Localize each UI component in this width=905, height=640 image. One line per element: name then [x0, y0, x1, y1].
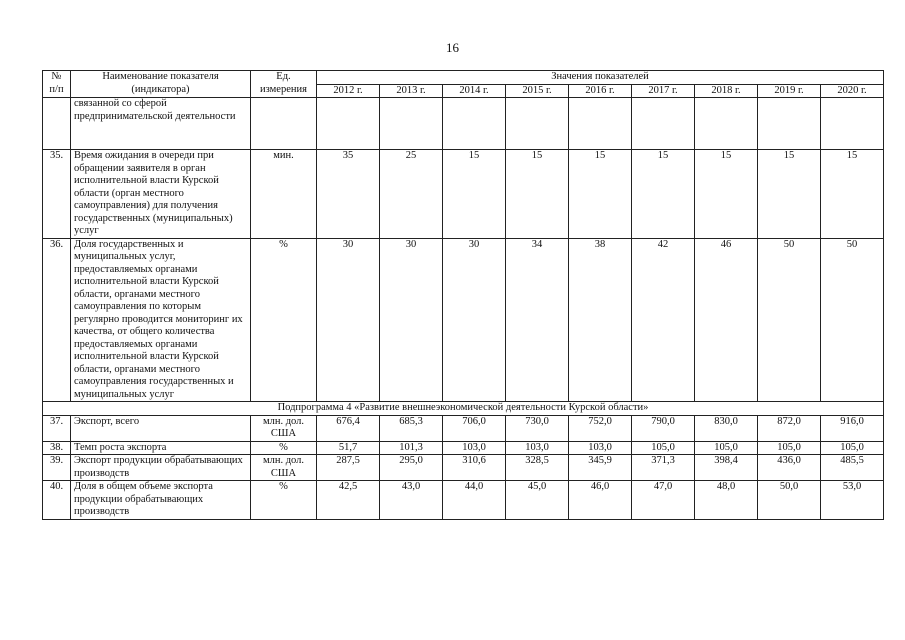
- value-cell: [758, 98, 821, 150]
- value-cell: 105,0: [695, 441, 758, 455]
- row-number: 36.: [43, 238, 71, 402]
- value-cell: 790,0: [632, 415, 695, 441]
- rows-group-b: [43, 415, 884, 519]
- value-cell: 15: [569, 150, 632, 239]
- year-header: 2013 г.: [380, 84, 443, 98]
- unit-cell: млн. дол. США: [251, 455, 317, 481]
- value-cell: 295,0: [380, 455, 443, 481]
- value-cell: 50,0: [758, 481, 821, 520]
- row-number: 35.: [43, 150, 71, 239]
- value-cell: 752,0: [569, 415, 632, 441]
- value-cell: 50: [758, 238, 821, 402]
- value-cell: [632, 98, 695, 150]
- row-number: 38.: [43, 441, 71, 455]
- value-cell: 105,0: [632, 441, 695, 455]
- value-cell: 105,0: [758, 441, 821, 455]
- value-cell: 38: [569, 238, 632, 402]
- unit-cell: %: [251, 481, 317, 520]
- indicator-name: связанной со сферой предпринимательской деятельности: [71, 98, 251, 150]
- indicator-name: Экспорт, всего: [71, 415, 251, 441]
- row-number: 39.: [43, 455, 71, 481]
- value-cell: 105,0: [821, 441, 884, 455]
- page-number: 16: [446, 40, 459, 55]
- value-cell: 101,3: [380, 441, 443, 455]
- year-header: 2015 г.: [506, 84, 569, 98]
- value-cell: 103,0: [443, 441, 506, 455]
- value-cell: 15: [443, 150, 506, 239]
- num-cell: [43, 98, 71, 150]
- value-cell: 310,6: [443, 455, 506, 481]
- row-number: 40.: [43, 481, 71, 520]
- value-cell: 872,0: [758, 415, 821, 441]
- table-row: [43, 441, 884, 455]
- value-cell: [317, 98, 380, 150]
- year-header: 2012 г.: [317, 84, 380, 98]
- value-cell: 44,0: [443, 481, 506, 520]
- value-cell: 43,0: [380, 481, 443, 520]
- indicators-table: [42, 70, 884, 520]
- value-cell: [380, 98, 443, 150]
- year-header: 2018 г.: [695, 84, 758, 98]
- subprogram-row: [43, 402, 884, 416]
- unit-cell: млн. дол. США: [251, 415, 317, 441]
- value-cell: 485,5: [821, 455, 884, 481]
- value-cell: 25: [380, 150, 443, 239]
- value-cell: 15: [695, 150, 758, 239]
- year-header: 2020 г.: [821, 84, 884, 98]
- value-cell: 398,4: [695, 455, 758, 481]
- continuation-row: [43, 98, 884, 150]
- value-cell: [443, 98, 506, 150]
- value-cell: 328,5: [506, 455, 569, 481]
- indicator-name: Время ожидания в очереди при обращении заявителя в орган исполнительной власти Курской области (орган местного самоуправления) для получения государственных (муниципальных) услуг: [71, 150, 251, 239]
- value-cell: 46,0: [569, 481, 632, 520]
- value-cell: 345,9: [569, 455, 632, 481]
- value-cell: 46: [695, 238, 758, 402]
- value-cell: 48,0: [695, 481, 758, 520]
- value-cell: 51,7: [317, 441, 380, 455]
- value-cell: 35: [317, 150, 380, 239]
- row-number: 37.: [43, 415, 71, 441]
- value-cell: 15: [506, 150, 569, 239]
- indicator-name: Доля в общем объеме экспорта продукции обрабатывающих производств: [71, 481, 251, 520]
- value-cell: 50: [821, 238, 884, 402]
- year-header: 2019 г.: [758, 84, 821, 98]
- header-unit: Ед. измерения: [251, 71, 317, 98]
- year-header: 2016 г.: [569, 84, 632, 98]
- indicator-name: Экспорт продукции обрабатывающих производств: [71, 455, 251, 481]
- table-row: [43, 415, 884, 441]
- header-values: Значения показателей: [317, 71, 884, 85]
- year-header: 2014 г.: [443, 84, 506, 98]
- value-cell: 706,0: [443, 415, 506, 441]
- value-cell: 15: [632, 150, 695, 239]
- value-cell: 42: [632, 238, 695, 402]
- value-cell: 47,0: [632, 481, 695, 520]
- unit-cell: %: [251, 441, 317, 455]
- value-cell: 676,4: [317, 415, 380, 441]
- value-cell: 371,3: [632, 455, 695, 481]
- unit-cell: мин.: [251, 150, 317, 239]
- unit-cell: %: [251, 238, 317, 402]
- value-cell: 685,3: [380, 415, 443, 441]
- value-cell: [569, 98, 632, 150]
- value-cell: 103,0: [506, 441, 569, 455]
- value-cell: 436,0: [758, 455, 821, 481]
- value-cell: [695, 98, 758, 150]
- value-cell: 30: [443, 238, 506, 402]
- value-cell: 15: [758, 150, 821, 239]
- table-body: [43, 98, 884, 150]
- value-cell: 287,5: [317, 455, 380, 481]
- value-cell: [506, 98, 569, 150]
- value-cell: 53,0: [821, 481, 884, 520]
- value-cell: 730,0: [506, 415, 569, 441]
- value-cell: 103,0: [569, 441, 632, 455]
- value-cell: 30: [380, 238, 443, 402]
- value-cell: 15: [821, 150, 884, 239]
- table-row: [43, 238, 884, 402]
- table-header: [43, 71, 884, 98]
- header-row: [43, 71, 884, 85]
- value-cell: 916,0: [821, 415, 884, 441]
- value-cell: 830,0: [695, 415, 758, 441]
- header-name: Наименование показателя (индикатора): [71, 71, 251, 98]
- value-cell: 45,0: [506, 481, 569, 520]
- header-num: № п/п: [43, 71, 71, 98]
- rows-group-a: [43, 150, 884, 402]
- subprogram-group: [43, 402, 884, 416]
- table-row: [43, 481, 884, 520]
- year-header: 2017 г.: [632, 84, 695, 98]
- value-cell: [821, 98, 884, 150]
- table-row: [43, 455, 884, 481]
- value-cell: 34: [506, 238, 569, 402]
- value-cell: 30: [317, 238, 380, 402]
- value-cell: 42,5: [317, 481, 380, 520]
- indicator-name: Темп роста экспорта: [71, 441, 251, 455]
- table-row: [43, 150, 884, 239]
- subprogram-title: Подпрограмма 4 «Развитие внешнеэкономической деятельности Курской области»: [43, 402, 884, 416]
- indicator-name: Доля государственных и муниципальных услуг, предоставляемых органами исполнительной власти Курской области, органами местного самоуправления по которым регулярно проводится мониторинг их качества, от общего количества предоставляемых органами исполнительной власти Курской области, органами местного самоуправления государственных и муниципальных услуг: [71, 238, 251, 402]
- unit-cell: [251, 98, 317, 150]
